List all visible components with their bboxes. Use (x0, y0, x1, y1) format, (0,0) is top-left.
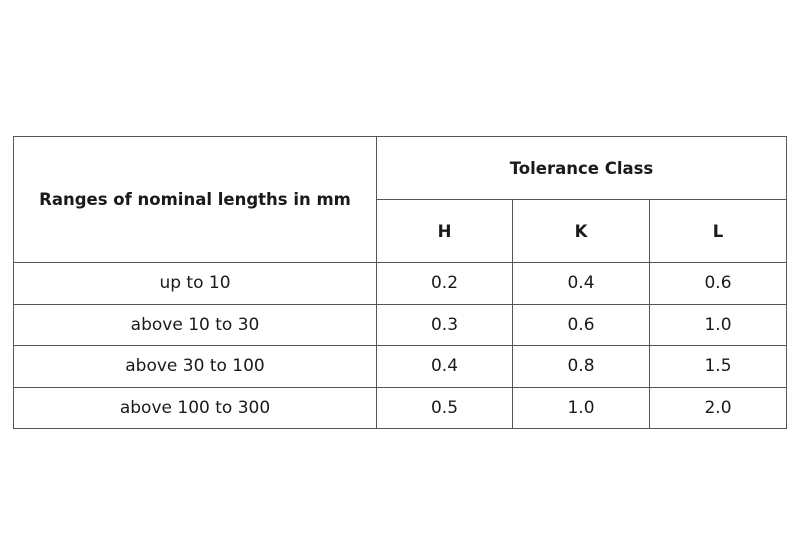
value-cell: 0.4 (513, 263, 650, 305)
value-cell: 0.6 (650, 263, 787, 305)
table-row (14, 304, 787, 346)
tolerance-class-header: Tolerance Class (377, 137, 787, 200)
value-cell: 0.2 (377, 263, 513, 305)
value-cell: 0.5 (377, 387, 513, 429)
value-cell: 0.3 (377, 304, 513, 346)
header-row-top (14, 137, 787, 200)
range-cell: above 10 to 30 (14, 304, 377, 346)
class-header-l: L (650, 200, 787, 263)
value-cell: 0.4 (377, 346, 513, 388)
value-cell: 2.0 (650, 387, 787, 429)
table-row (14, 346, 787, 388)
table-row (14, 263, 787, 305)
range-cell: above 100 to 300 (14, 387, 377, 429)
value-cell: 1.0 (513, 387, 650, 429)
value-cell: 1.0 (650, 304, 787, 346)
class-header-h: H (377, 200, 513, 263)
tolerance-table (13, 136, 787, 429)
range-column-header: Ranges of nominal lengths in mm (14, 137, 377, 263)
value-cell: 0.8 (513, 346, 650, 388)
class-header-k: K (513, 200, 650, 263)
value-cell: 0.6 (513, 304, 650, 346)
range-cell: above 30 to 100 (14, 346, 377, 388)
table-row (14, 387, 787, 429)
range-cell: up to 10 (14, 263, 377, 305)
value-cell: 1.5 (650, 346, 787, 388)
